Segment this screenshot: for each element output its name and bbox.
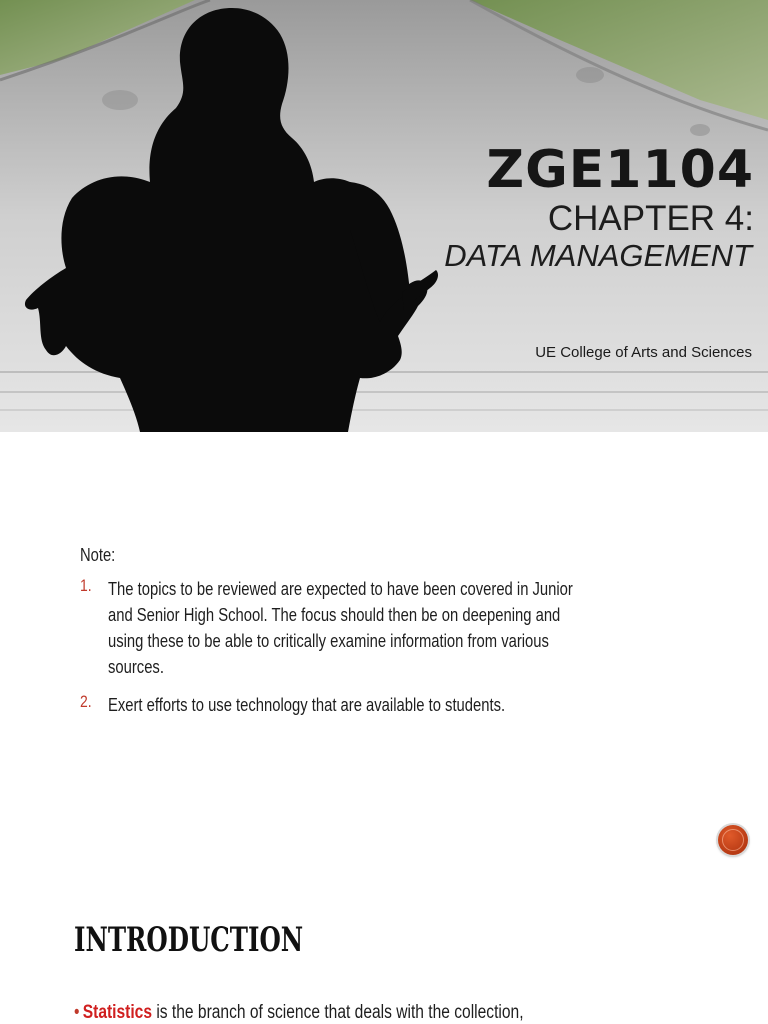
note-item: [80, 692, 696, 718]
college-name: UE College of Arts and Sciences: [535, 344, 752, 361]
title-block: [444, 140, 754, 274]
note-item-number: 2.: [80, 692, 92, 711]
note-item-text: Exert efforts to use technology that are available to students.: [108, 694, 506, 715]
course-code: ZGE1104: [486, 140, 754, 200]
note-item-number: 1.: [80, 576, 92, 595]
chapter-title: CHAPTER 4:: [547, 199, 754, 238]
introduction-slide: [0, 878, 768, 1024]
note-label: Note:: [80, 545, 116, 565]
note-slide: [0, 432, 768, 878]
statistics-definition: [74, 1002, 524, 1024]
bullet-icon: •: [74, 1002, 80, 1023]
note-item: [80, 576, 696, 680]
note-item-text: The topics to be reviewed are expected to have been covered in Junior and Senior High School. The focus should then be on deepening and using these to be able to critically examine information from various sources.: [108, 578, 573, 677]
title-slide: [0, 0, 768, 432]
note-block: [80, 545, 696, 730]
next-slide-button[interactable]: [718, 825, 748, 855]
definition-text: is the branch of science that deals with the collection,: [152, 1002, 524, 1023]
introduction-heading: INTRODUCTION: [74, 920, 304, 960]
statistics-term: Statistics: [82, 1002, 153, 1023]
subject-title: DATA MANAGEMENT: [444, 238, 752, 273]
